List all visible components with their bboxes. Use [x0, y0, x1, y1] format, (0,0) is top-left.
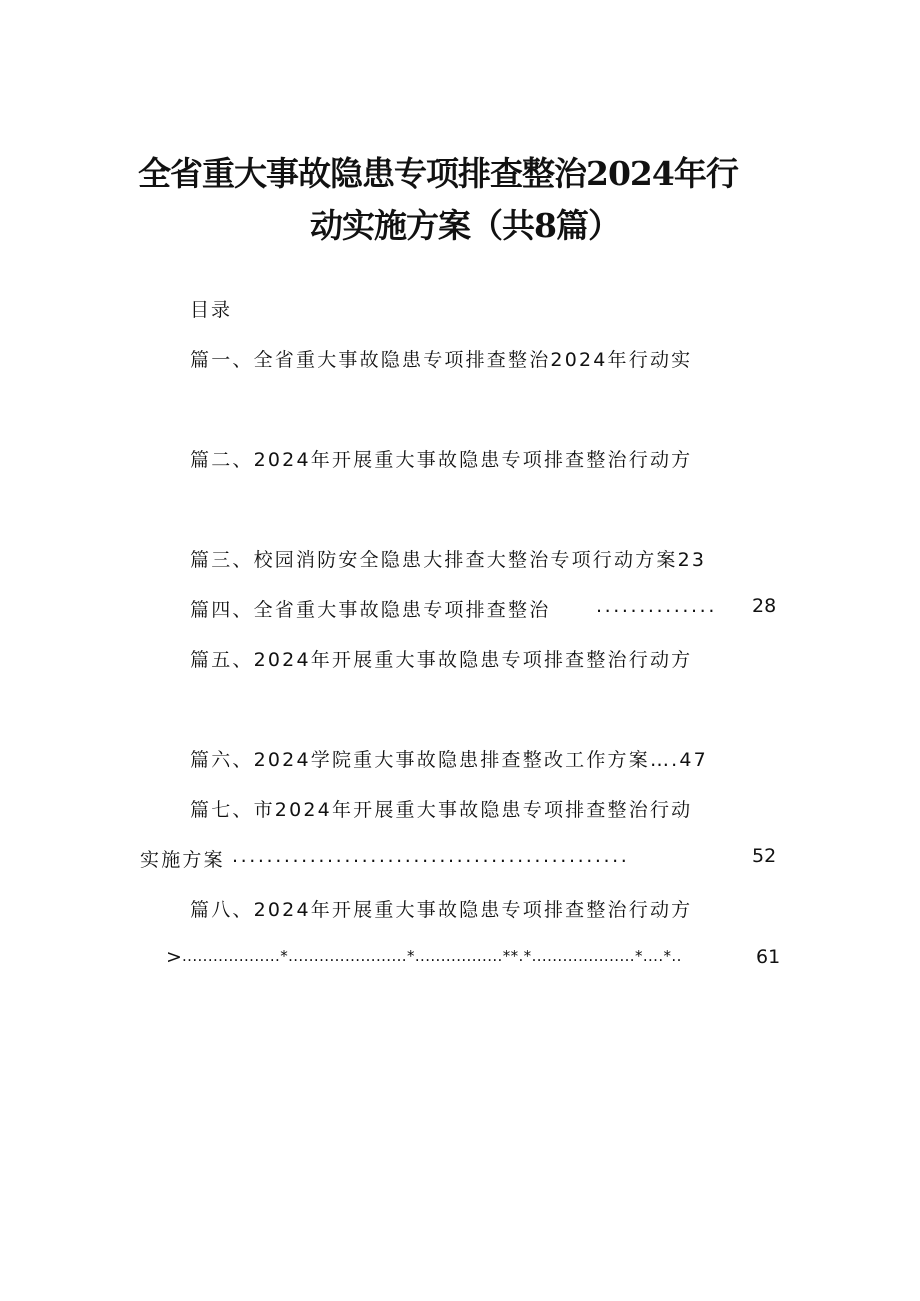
toc-entry-8-continuation: > [166, 946, 182, 968]
toc-entry-6[interactable]: 篇六、2024学院重大事故隐患排查整改工作方案….47 [190, 749, 708, 771]
toc-page-8: 61 [756, 946, 781, 968]
toc-leader-4: .............. [596, 595, 717, 617]
toc-entry-5[interactable]: 篇五、2024年开展重大事故隐患专项排查整治行动方 [190, 649, 693, 671]
toc-entry-2[interactable]: 篇二、2024年开展重大事故隐患专项排查整治行动方 [190, 449, 693, 471]
toc-leader-8: ...................*.......................*.................**.*....................*....*.. [182, 947, 682, 965]
toc-entry-1[interactable]: 篇一、全省重大事故隐患专项排查整治2024年行动实 [190, 349, 693, 371]
toc-entry-7-continuation: 实施方案 [140, 849, 225, 871]
toc-entry-3[interactable]: 篇三、校园消防安全隐患大排查大整治专项行动方案23 [190, 549, 707, 571]
toc-heading: 目录 [190, 299, 233, 321]
toc-entry-7[interactable]: 篇七、市2024年开展重大事故隐患专项排查整治行动 [190, 799, 693, 821]
toc-page-4: 28 [752, 595, 777, 617]
document-title-line-2: 动实施方案（共8篇） [310, 206, 620, 245]
toc-page-7: 52 [752, 845, 777, 867]
toc-leader-7: .............................................. [232, 845, 630, 867]
document-title-line-1: 全省重大事故隐患专项排查整治2024年行 [138, 154, 738, 193]
toc-entry-8[interactable]: 篇八、2024年开展重大事故隐患专项排查整治行动方 [190, 899, 693, 921]
toc-entry-4[interactable]: 篇四、全省重大事故隐患专项排查整治 [190, 599, 551, 621]
